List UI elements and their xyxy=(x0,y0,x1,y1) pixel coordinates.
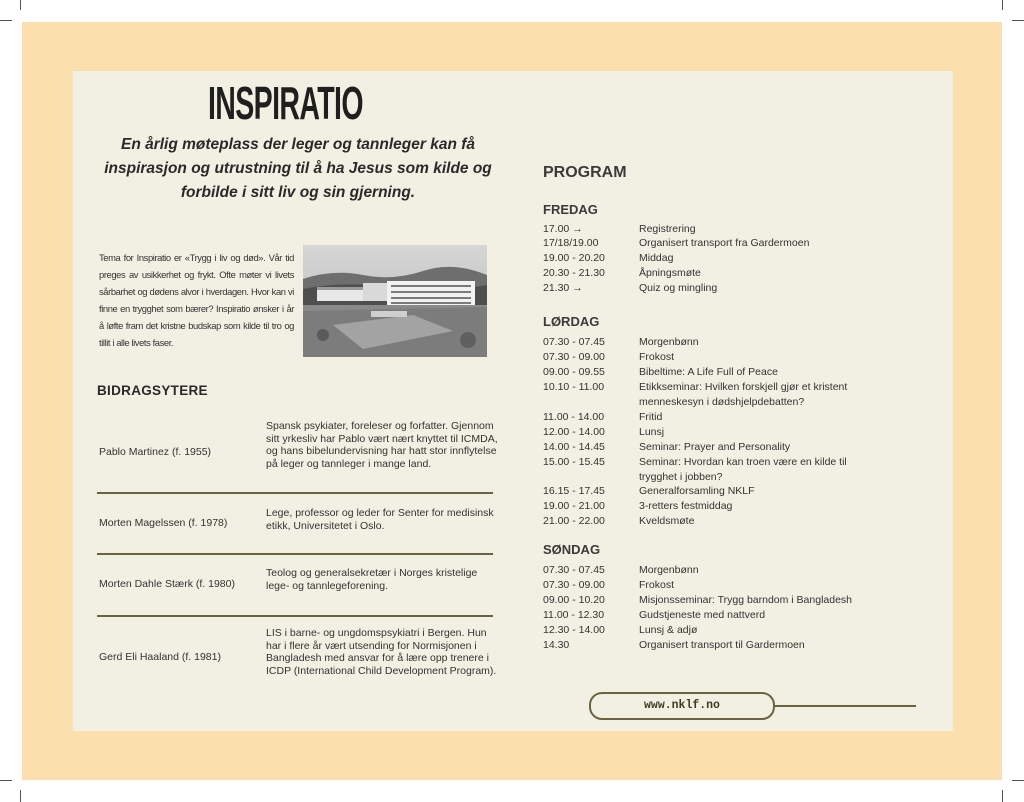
program-time: 11.00 - 14.00 xyxy=(543,411,605,423)
program-time: 07.30 - 07.45 xyxy=(543,564,605,576)
program-time: 19.00 - 21.00 xyxy=(543,500,605,512)
program-event: Bibeltime: A Life Full of Peace xyxy=(639,366,778,378)
program-time: 20.30 - 21.30 xyxy=(543,267,605,279)
program-event: Lunsj xyxy=(639,426,665,438)
tema-paragraph: Tema for Inspiratio er «Trygg i liv og død». Vår tid preges av usikkerhet og frykt. Ofte møter vi livets sårbarhet og dødens alvor i hverdagen. Hvor kan vi finne en trygghet som bærer? Inspiratio ønsker i år å løfte fram det kristne budskap som kilde til tro og tillit i alle livets faser. xyxy=(99,252,294,348)
venue-photo xyxy=(303,245,487,357)
link-underline xyxy=(773,705,916,707)
program-event: Misjonsseminar: Trygg barndom i Bangladesh xyxy=(639,594,853,606)
contributor-name: Morten Dahle Stærk (f. 1980) xyxy=(99,578,235,590)
divider xyxy=(97,553,493,555)
program-time: 15.00 - 15.45 xyxy=(543,456,605,468)
program-event: Middag xyxy=(639,252,674,264)
program-event: Frokost xyxy=(639,579,675,591)
day-heading-lordag: LØRDAG xyxy=(543,314,600,329)
crop-mark xyxy=(20,0,21,10)
program-time: 21.00 - 22.00 xyxy=(543,515,605,527)
program-heading: PROGRAM xyxy=(543,164,627,181)
crop-mark xyxy=(1012,780,1024,781)
program-time: 12.00 - 14.00 xyxy=(543,426,605,438)
program-event: Morgenbønn xyxy=(639,336,699,348)
program-event: Generalforsamling NKLF xyxy=(639,485,755,497)
contributor-name: Morten Magelssen (f. 1978) xyxy=(99,517,228,529)
page-title: INSPIRATIO xyxy=(208,77,363,129)
program-event: Lunsj & adjø xyxy=(639,624,698,636)
contributor-name: Gerd Eli Haaland (f. 1981) xyxy=(99,651,221,663)
program-time: 10.10 - 11.00 xyxy=(543,381,605,393)
crop-mark xyxy=(0,780,12,781)
contributor-name: Pablo Martinez (f. 1955) xyxy=(99,446,212,458)
program-event: 3-retters festmiddag xyxy=(639,500,733,512)
program-event: Gudstjeneste med nattverd xyxy=(639,609,766,621)
crop-mark xyxy=(1002,0,1003,10)
program-time: 19.00 - 20.20 xyxy=(543,252,605,264)
program-event: Seminar: Prayer and Personality xyxy=(639,441,791,453)
program-event: Etikkseminar: Hvilken forskjell gjør et kristent menneskesyn i dødshjelpdebatten? xyxy=(639,381,848,408)
day-heading-sondag: SØNDAG xyxy=(543,542,601,557)
program-time: 09.00 - 09.55 xyxy=(543,366,605,378)
crop-mark xyxy=(20,790,21,802)
divider xyxy=(97,492,493,494)
program-event: Åpningsmøte xyxy=(639,267,701,279)
program-event: Organisert transport fra Gardermoen xyxy=(639,237,810,249)
crop-mark xyxy=(1002,790,1003,802)
program-time: 11.00 - 12.30 xyxy=(543,609,605,621)
intro-text: En årlig møteplass der leger og tannleger kan få inspirasjon og utrustning til å ha Jesus som kilde og forbilde i sitt liv og sin gjerning. xyxy=(104,136,492,201)
program-time: 14.30 xyxy=(543,639,570,651)
program-time: 07.30 - 09.00 xyxy=(543,351,605,363)
crop-mark xyxy=(0,20,12,21)
program-time: 07.30 - 07.45 xyxy=(543,336,605,348)
program-event: Seminar: Hvordan kan troen være en kilde til trygghet i jobben? xyxy=(639,456,847,483)
program-time: 14.00 - 14.45 xyxy=(543,441,605,453)
contributor-desc: Lege, professor og leder for Senter for medisinsk etikk, Universitetet i Oslo. xyxy=(266,507,494,532)
divider xyxy=(97,615,493,617)
contributor-desc: LIS i barne- og ungdomspsykiatri i Bergen. Hun har i flere år vært utsending for Normisjonen i Bangladesh med ansvar for å lære opp trenere i ICDP (International Child Development Program). xyxy=(266,627,497,677)
program-event: Kveldsmøte xyxy=(639,515,695,527)
program-event: Quiz og mingling xyxy=(639,282,718,294)
program-time: 07.30 - 09.00 xyxy=(543,579,605,591)
crop-mark xyxy=(1012,20,1024,21)
program-event: Organisert transport til Gardermoen xyxy=(639,639,805,651)
program-event: Frokost xyxy=(639,351,675,363)
program-event: Registrering xyxy=(639,223,696,235)
program-time: 16.15 - 17.45 xyxy=(543,485,605,497)
website-link[interactable]: www.nklf.no xyxy=(589,692,775,720)
day-heading-fredag: FREDAG xyxy=(543,202,598,217)
program-time: 09.00 - 10.20 xyxy=(543,594,605,606)
brochure-sheet xyxy=(73,71,953,731)
program-event: Fritid xyxy=(639,411,663,423)
program-time: 17/18/19.00 xyxy=(543,237,599,249)
program-time: 12.30 - 14.00 xyxy=(543,624,605,636)
program-time: 21.30 → xyxy=(543,282,583,294)
bidragsytere-heading: BIDRAGSYTERE xyxy=(97,383,208,398)
program-time: 17.00 → xyxy=(543,223,583,235)
program-event: Morgenbønn xyxy=(639,564,699,576)
contributor-desc: Spansk psykiater, foreleser og forfatter. Gjennom sitt yrkesliv har Pablo vært nært knyttet til ICMDA, og hans bibelundervisning har hatt stor innflytelse på leger og tannleger i mange land. xyxy=(266,420,498,470)
contributor-desc: Teolog og generalsekretær i Norges kristelige lege- og tannlegeforening. xyxy=(266,567,478,592)
